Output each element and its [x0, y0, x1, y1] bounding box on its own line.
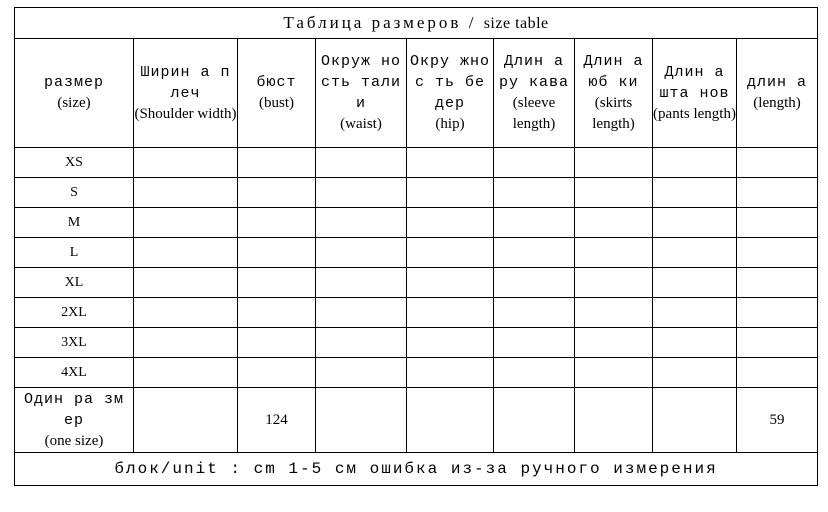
title-en: size table	[483, 15, 549, 32]
title-ru: Таблица размеров	[283, 13, 462, 32]
header-waist: Окруж ность талии (waist)	[316, 39, 407, 148]
table-title	[15, 8, 818, 39]
size-label: 2XL	[15, 298, 134, 328]
one-size-bust-value: 124	[238, 388, 316, 453]
size-label: XL	[15, 268, 134, 298]
table-row	[15, 268, 818, 298]
size-label: S	[15, 178, 134, 208]
header-size: размер (size)	[15, 39, 134, 148]
header-hip: Окру жнос ть бе дер (hip)	[407, 39, 494, 148]
size-label: 4XL	[15, 358, 134, 388]
table-row	[15, 358, 818, 388]
table-row	[15, 148, 818, 178]
header-pants: Длин а шта нов (pants length)	[653, 39, 737, 148]
one-size-label: Один ра змер (one size)	[15, 388, 134, 453]
table-row	[15, 208, 818, 238]
header-shoulder: Ширин а плеч (Shoulder width)	[134, 39, 238, 148]
table-row	[15, 328, 818, 358]
size-label: XS	[15, 148, 134, 178]
header-sleeve: Длин а ру кава (sleeve length)	[494, 39, 575, 148]
title-separator: /	[468, 13, 477, 32]
header-skirt: Длин а юб ки (skirts length)	[575, 39, 653, 148]
table-row	[15, 178, 818, 208]
one-size-row	[15, 388, 818, 453]
size-table-frame	[14, 7, 817, 499]
header-length: длин а (length)	[737, 39, 818, 148]
size-table	[14, 7, 818, 486]
header-row	[15, 39, 818, 148]
size-label: 3XL	[15, 328, 134, 358]
one-size-length-value: 59	[737, 388, 818, 453]
table-row	[15, 238, 818, 268]
size-label: L	[15, 238, 134, 268]
table-row	[15, 298, 818, 328]
size-label: M	[15, 208, 134, 238]
measurement-note: блок/unit : cm 1-5 см ошибка из-за ручного измерения	[15, 453, 818, 486]
header-bust: бюст (bust)	[238, 39, 316, 148]
